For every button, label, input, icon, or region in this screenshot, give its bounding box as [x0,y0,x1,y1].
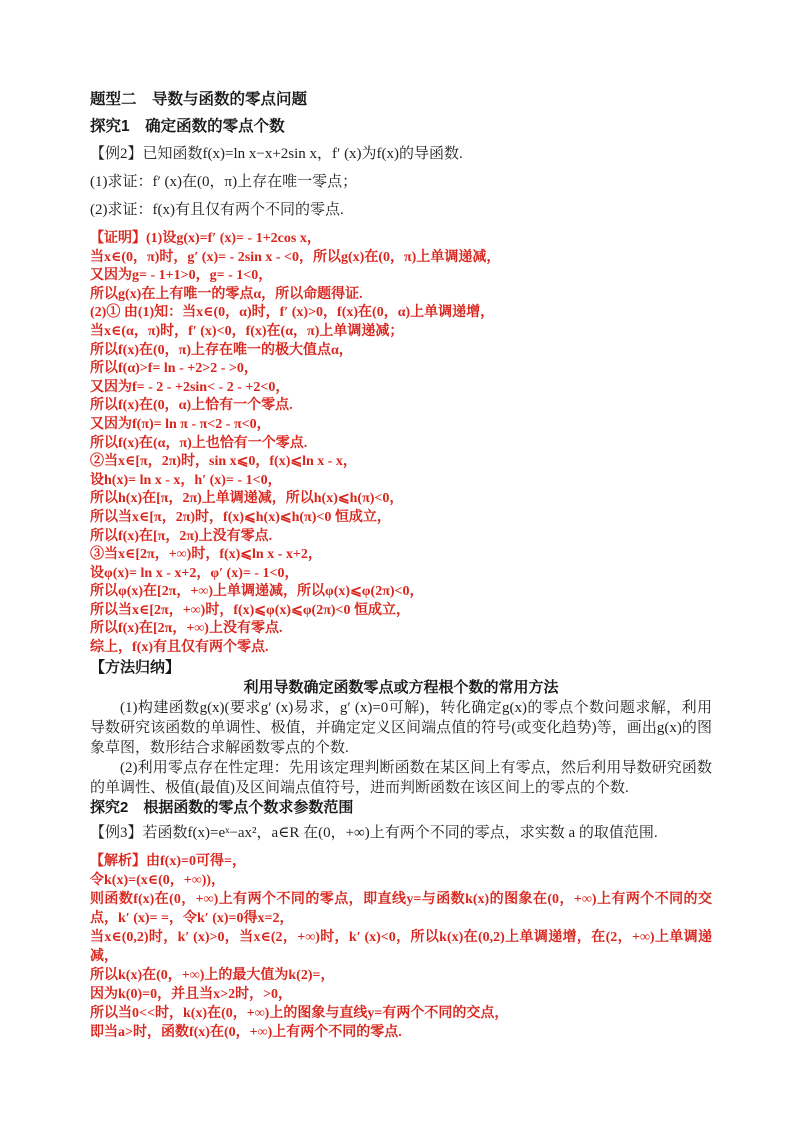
solution-line: 当x∈(0,2)时，k′ (x)>0，当x∈(2，+∞)时，k′ (x)<0，所以k(x)在(0,2)上单调递增，在(2，+∞)上单调递减， [90,929,712,964]
proof-line: 所以f(α)>f= ln - +2>2 - >0， [90,361,258,377]
proof-line: 又因为f(π)= ln π - π<2 - π<0， [90,416,271,432]
proof-line: (2)① 由(1)知：当x∈(0，α)时，f′ (x)>0，f(x)在(0，α)上单调递增， [90,305,495,321]
example2-part1: (1)求证：f′ (x)在(0，π)上存在唯一零点； [90,174,358,190]
method-label: 【方法归纳】 [90,658,181,676]
example3-statement: 【例3】若函数f(x)=eˣ−ax²，a∈R 在(0，+∞)上有两个不同的零点，求实数 a 的取值范围. [90,824,658,841]
explore2-heading: 探究2 根据函数的零点个数求参数范围 [90,798,354,816]
solution-line: 所以k(x)在(0，+∞)上的最大值为k(2)=， [90,967,335,983]
proof-line: 所以f(x)在[2π，+∞)上没有零点. [90,621,283,637]
proof-line: 综上，f(x)有且仅有两个零点. [90,640,269,656]
method-para1: (1)构建函数g(x)(要求g′ (x)易求，g′ (x)=0可解)，转化确定g(x)的零点个数问题求解，利用导数研究该函数的单调性、极值，并确定定义区间端点值的符号(或变化趋势)等，画出g(x)的图象草图，数形结合求解函数零点的个数. [90,699,712,756]
proof-line: 所以h(x)在[π，2π)上单调递减，所以h(x)⩽h(π)<0， [90,491,404,507]
proof-line: 所以f(x)在(0，α)上恰有一个零点. [90,398,293,414]
example2-part2: (2)求证：f(x)有且仅有两个不同的零点. [90,202,344,218]
proof-line: 所以当x∈[π，2π)时，f(x)⩽h(x)⩽h(π)<0 恒成立， [90,509,391,525]
proof-line: 所以g(x)在上有唯一的零点α，所以命题得证. [90,286,363,302]
proof-line: ②当x∈[π，2π)时，sin x⩽0，f(x)⩽ln x - x， [90,454,357,470]
doc-title: 题型二 导数与函数的零点问题 [90,91,308,108]
proof-block [90,230,712,658]
proof-line: 所以f(x)在(α，π)上也恰有一个零点. [90,435,308,451]
document-content [90,86,712,1042]
proof-line: 【证明】(1)设g(x)=f′ (x)= - 1+2cos x， [90,231,321,246]
solution-line: 即当a>时，函数f(x)在(0，+∞)上有两个不同的零点. [90,1024,402,1040]
proof-line: 当x∈(0，π)时，g′ (x)= - 2sin x - <0，所以g(x)在(0，π)上单调递减， [90,249,501,265]
solution-block [90,852,712,1042]
method-subtitle: 利用导数确定函数零点或方程根个数的常用方法 [243,678,559,696]
solution-line: 则函数f(x)在(0，+∞)上有两个不同的零点，即直线y=与函数k(x)的图象在(0，+∞)上有两个不同的交点，k′ (x)= =，令k′ (x)=0得x=2， [90,891,712,926]
method-section [90,658,712,798]
explore1-heading: 探究1 确定函数的零点个数 [90,118,285,135]
proof-line: 所以当x∈[2π，+∞)时，f(x)⩽φ(x)⩽φ(2π)<0 恒成立， [90,602,411,618]
solution-line: 令k(x)=(x∈(0，+∞))， [90,872,226,888]
proof-line: 又因为f= - 2 - +2sin< - 2 - +2<0， [90,379,290,395]
proof-line: 当x∈(α，π)时，f′ (x)<0，f(x)在(α，π)上单调递减； [90,323,404,339]
proof-line: 所以φ(x)在[2π，+∞)上单调递减，所以φ(x)⩽φ(2π)<0， [90,584,424,600]
example2-statement: 【例2】已知函数f(x)=ln x−x+2sin x，f′ (x)为f(x)的导函数. [90,146,463,162]
proof-line: 设φ(x)= ln x - x+2，φ′ (x)= - 1<0， [90,565,299,581]
solution-line: 【解析】由f(x)=0可得=， [90,853,246,869]
method-para2: (2)利用零点存在性定理：先用该定理判断函数在某区间上有零点，然后利用导数研究函数的单调性、极值(最值)及区间端点值符号，进而判断函数在该区间上的零点的个数. [90,759,712,796]
solution-line: 所以当0<<时，k(x)在(0，+∞)上的图象与直线y=有两个不同的交点， [90,1005,509,1021]
proof-line: ③当x∈[2π，+∞)时，f(x)⩽ln x - x+2， [90,547,322,563]
solution-line: 因为k(0)=0，并且当x>2时，>0， [90,986,293,1002]
proof-line: 又因为g= - 1+1>0，g= - 1<0， [90,268,273,284]
proof-line: 设h(x)= ln x - x，h′ (x)= - 1<0， [90,472,282,488]
proof-line: 所以f(x)在[π，2π)上没有零点. [90,528,273,544]
proof-line: 所以f(x)在(0，π)上存在唯一的极大值点α， [90,342,353,358]
